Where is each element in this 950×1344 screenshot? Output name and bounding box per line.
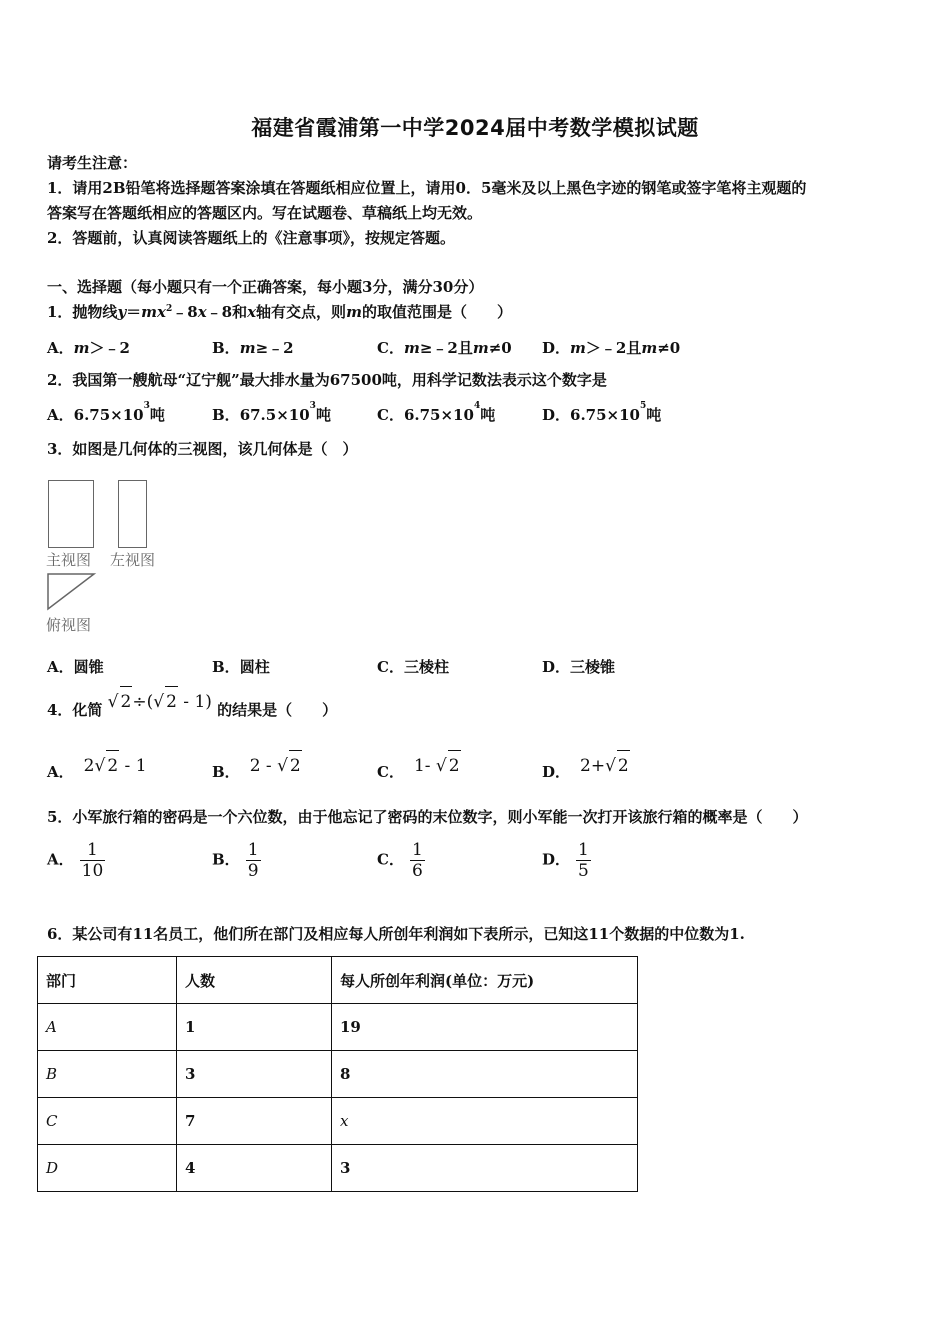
q4-expression: √ 2÷(√ 2 - 1) xyxy=(108,692,212,712)
question-5: 5．小军旅行箱的密码是一个六位数，由于他忘记了密码的末位数字，则小军能一次打开该旅行箱的概率是（ ） xyxy=(47,808,808,826)
question-3: 3．如图是几何体的三视图，该几何体是（ ） xyxy=(47,440,358,458)
table-cell-count: 1 xyxy=(177,1004,332,1051)
q4-option-d[interactable]: D． 2+√ 2 xyxy=(542,750,630,781)
q2-option-d[interactable]: D．$6.75\times 10^5$吨 xyxy=(542,401,662,424)
table-header-cell: 每人所创年利润(单位：万元) xyxy=(332,957,638,1004)
table-cell-dept: C xyxy=(38,1098,177,1145)
table-header-row xyxy=(38,957,638,1004)
table-cell-profit: 3 xyxy=(332,1145,638,1192)
table-cell-count: 3 xyxy=(177,1051,332,1098)
q4-option-c[interactable]: C． 1- √ 2 xyxy=(377,750,461,781)
table-cell-dept: D xyxy=(38,1145,177,1192)
section-heading: 一、选择题（每小题只有一个正确答案，每小题3分，满分30分） xyxy=(47,278,484,296)
q5-option-a[interactable]: A． $\frac{1}{10}$ xyxy=(47,840,104,881)
table-cell-profit: 8 xyxy=(332,1051,638,1098)
table-cell-profit: x xyxy=(332,1098,638,1145)
notice-heading: 请考生注意： xyxy=(47,154,138,172)
question-4: 4．化简 √ 2÷(√ 2 - 1) 的结果是（ ） xyxy=(47,694,337,725)
notice-line-1: 1．请用2B铅笔将选择题答案涂填在答题纸相应位置上，请用0．5毫米及以上黑色字迹的钢笔或签字笔将主观题的 xyxy=(47,179,807,197)
q5-option-c[interactable]: C． $\frac{1}{6}$ xyxy=(377,840,423,881)
profit-table xyxy=(37,956,638,1192)
q5-option-b[interactable]: B． $\frac{1}{9}$ xyxy=(212,840,259,881)
q3-option-a[interactable]: A．圆锥 xyxy=(47,658,104,676)
left-view-rectangle xyxy=(118,480,147,548)
top-view-triangle xyxy=(46,572,98,612)
question-1: 1．抛物线$y=mx^2﹣8x﹣8$和x轴有交点，则m的取值范围是（ ） xyxy=(47,303,512,321)
table-header-cell: 部门 xyxy=(38,957,177,1004)
q3-option-c[interactable]: C．三棱柱 xyxy=(377,658,449,676)
question-2: 2．我国第一艘航母“辽宁舰”最大排水量为67500吨，用科学记数法表示这个数字是 xyxy=(47,371,607,389)
q1-option-a[interactable]: A．m＞﹣2 xyxy=(47,339,130,357)
q2-option-b[interactable]: B．$67.5\times 10^3$吨 xyxy=(212,401,331,424)
q1-option-b[interactable]: B．m≥﹣2 xyxy=(212,339,294,357)
top-view-label: 俯视图 xyxy=(46,616,92,634)
front-view-label: 主视图 xyxy=(46,551,92,569)
table-row xyxy=(38,1004,638,1051)
q2-option-c[interactable]: C．$6.75\times 10^4$吨 xyxy=(377,401,496,424)
q3-option-d[interactable]: D．三棱锥 xyxy=(542,658,616,676)
q2-option-a[interactable]: A．$6.75\times 10^3$吨 xyxy=(47,401,165,424)
page-title: 福建省霞浦第一中学2024届中考数学模拟试题 xyxy=(251,116,699,140)
table-cell-dept: A xyxy=(38,1004,177,1051)
table-cell-profit: 19 xyxy=(332,1004,638,1051)
table-header-cell: 人数 xyxy=(177,957,332,1004)
table-cell-dept: B xyxy=(38,1051,177,1098)
q4-option-b[interactable]: B． 2 - √ 2 xyxy=(212,750,302,781)
q1-option-c[interactable]: C．m≥﹣2且m≠0 xyxy=(377,339,512,357)
q5-option-d[interactable]: D． $\frac{1}{5}$ xyxy=(542,840,589,881)
table-cell-count: 4 xyxy=(177,1145,332,1192)
table-row xyxy=(38,1051,638,1098)
notice-line-2: 答案写在答题纸相应的答题区内。写在试题卷、草稿纸上均无效。 xyxy=(47,204,483,222)
q3-option-b[interactable]: B．圆柱 xyxy=(212,658,270,676)
q1-option-d[interactable]: D．m＞﹣2且m≠0 xyxy=(542,339,681,357)
left-view-label: 左视图 xyxy=(110,551,156,569)
table-row xyxy=(38,1145,638,1192)
table-row xyxy=(38,1098,638,1145)
notice-line-3: 2．答题前，认真阅读答题纸上的《注意事项》，按规定答题。 xyxy=(47,229,455,247)
q4-option-a[interactable]: A． 2√ 2 - 1 xyxy=(47,750,147,781)
front-view-rectangle xyxy=(48,480,94,548)
question-6: 6．某公司有11名员工，他们所在部门及相应每人所创年利润如下表所示，已知这11个数据的中位数为1. xyxy=(47,925,745,943)
table-cell-count: 7 xyxy=(177,1098,332,1145)
